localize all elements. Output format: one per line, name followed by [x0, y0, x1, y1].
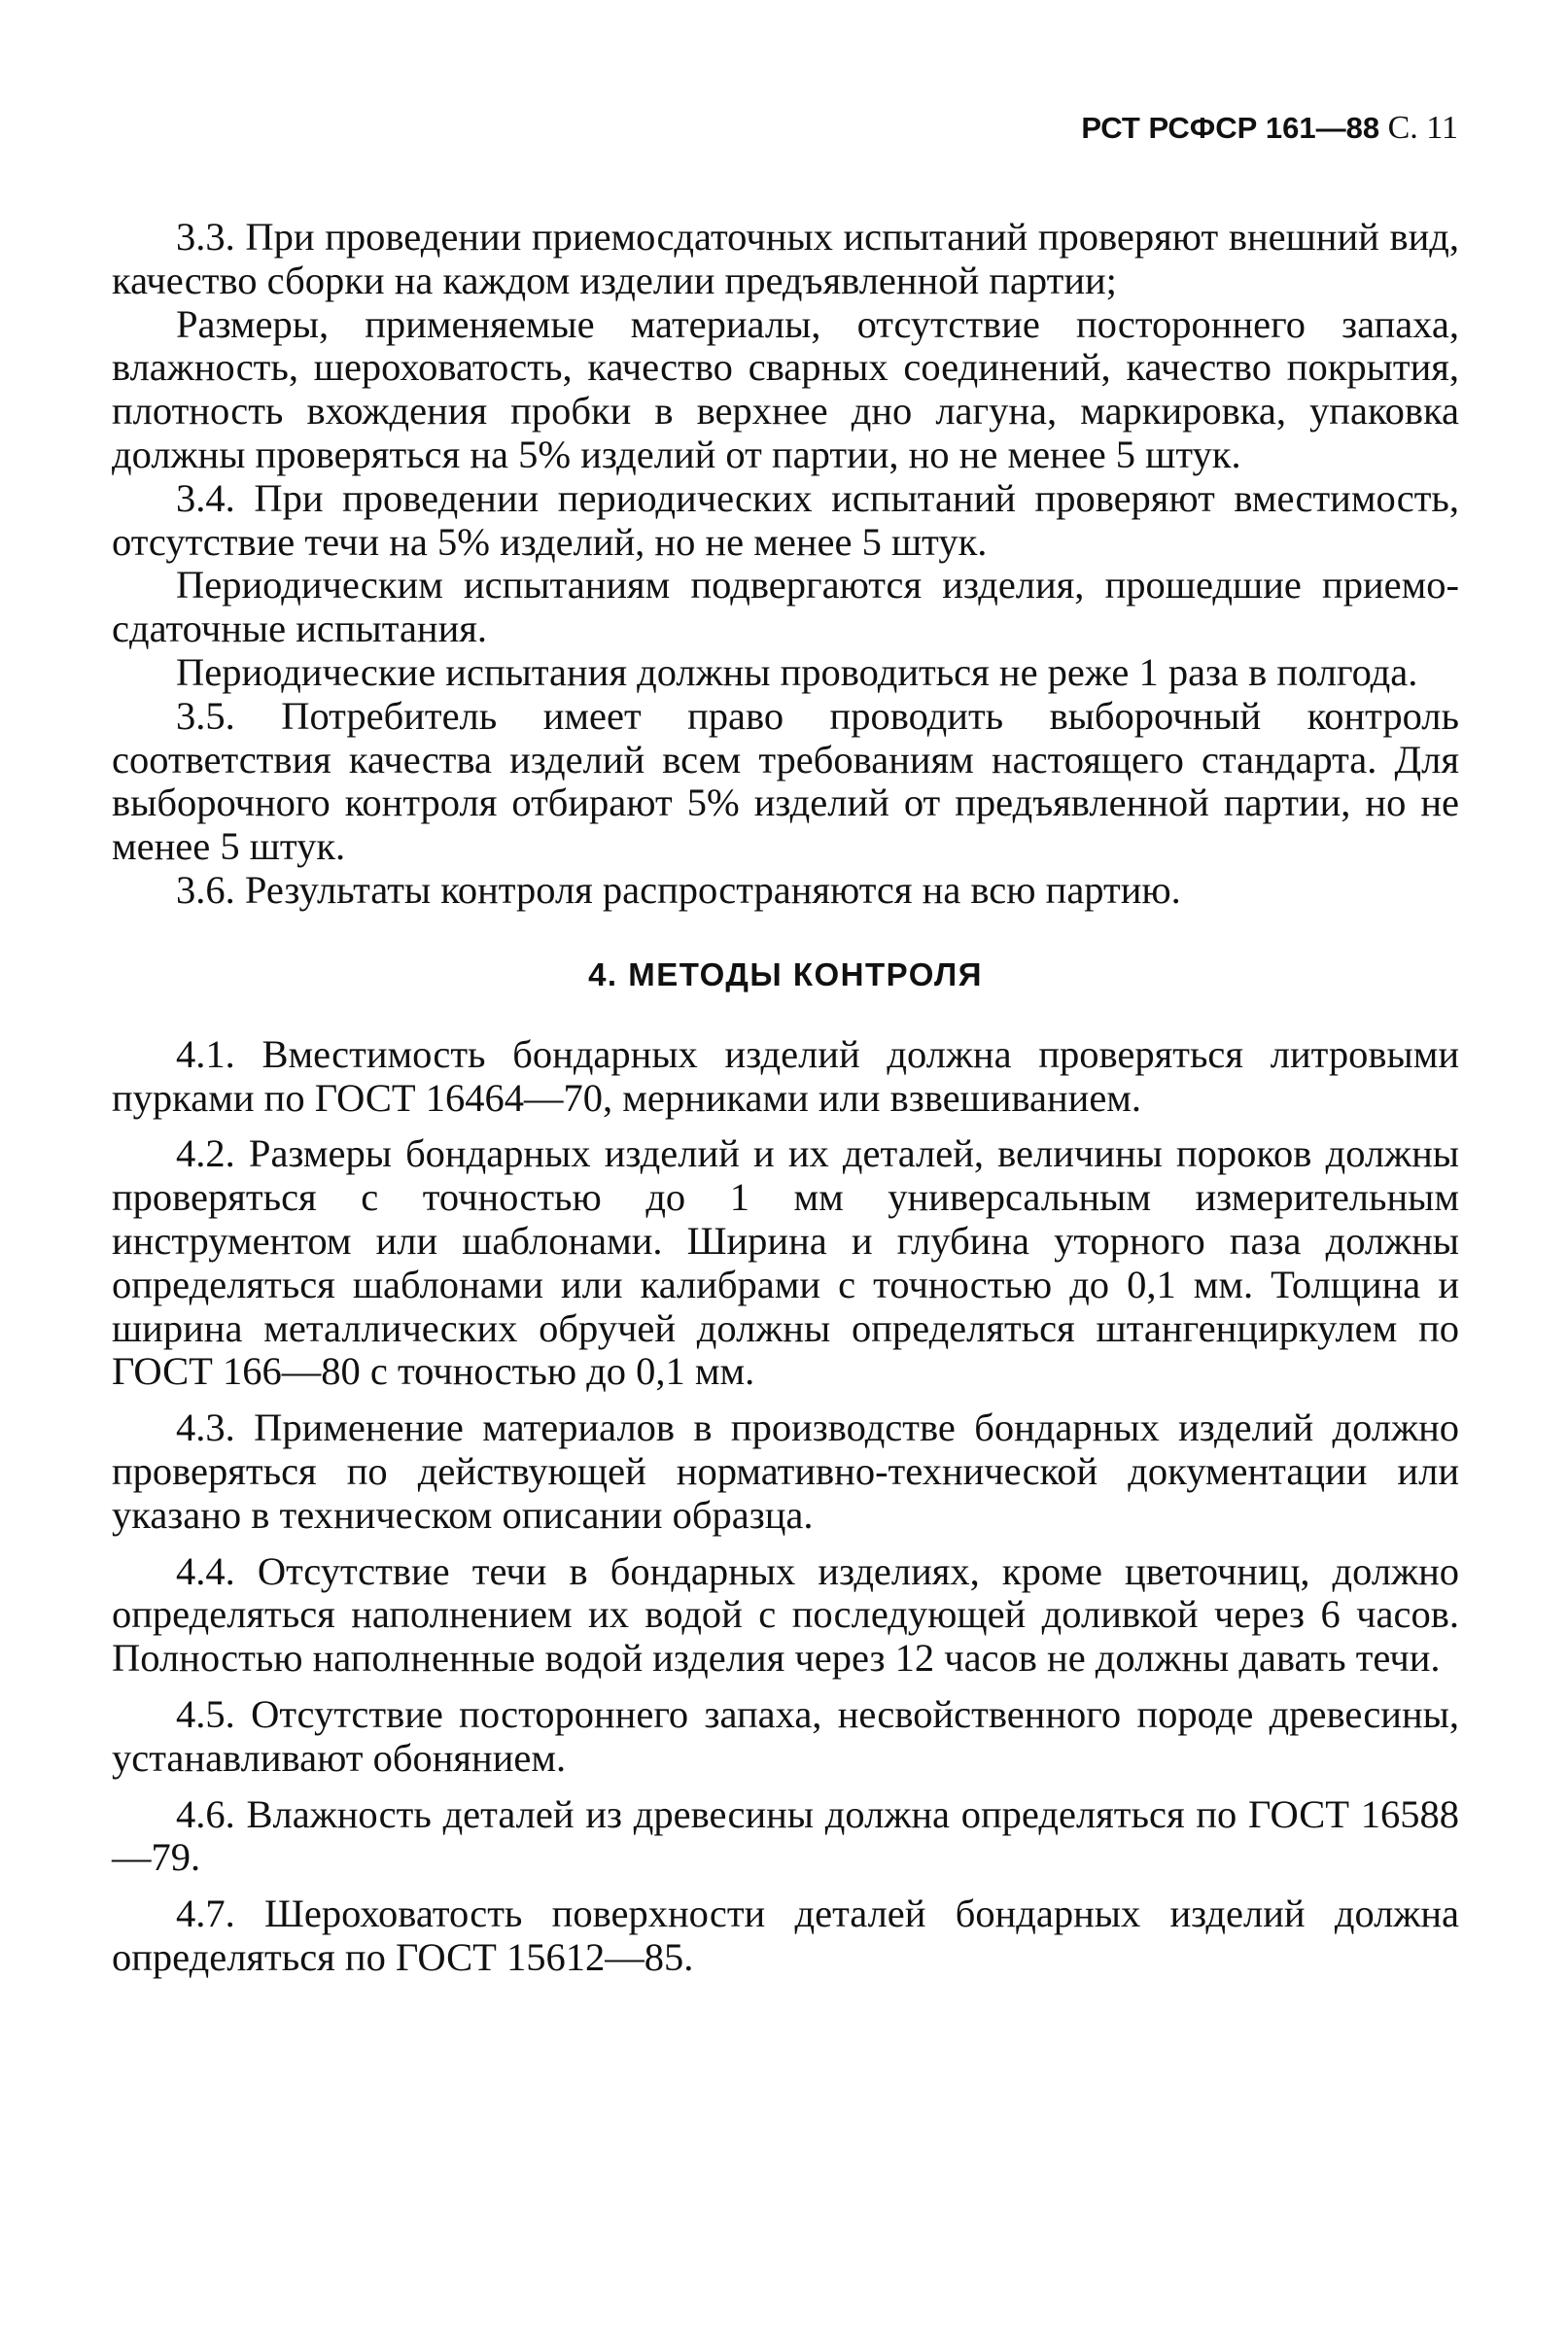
section-heading: 4. МЕТОДЫ КОНТРОЛЯ — [588, 955, 983, 992]
paragraph-4-6: 4.6. Влажность деталей из древесины должна определяться по ГОСТ 16588—79. — [112, 1791, 1459, 1880]
paragraph-3-4-periodic: Периодическим испытаниям подвергаются изделия, прошедшие приемо-сдаточные испытания. — [112, 563, 1459, 651]
paragraph-4-3: 4.3. Применение материалов в производстве бондарных изделий должно проверяться по действующей нормативно-технической документации или указано в техническом описании образца. — [112, 1406, 1459, 1537]
paragraph-3-3-continued: Размеры, применяемые материалы, отсутствие постороннего запаха, влажность, шероховатость, качество сварных соединений, качество покрытия, плотность вхождения пробки в верхнее дно лагуна, маркировка, упаковка должны проверяться на 5% изделий от партии, но не менее 5 штук. — [112, 301, 1459, 476]
paragraph-4-1: 4.1. Вместимость бондарных изделий должна проверяться литровыми пурками по ГОСТ 16464—70, мерниками или взвешиванием. — [112, 1031, 1459, 1120]
document-body — [112, 216, 1459, 1980]
paragraph-4-7: 4.7. Шероховатость поверхности деталей бондарных изделий должна определяться по ГОСТ 15612—85. — [112, 1892, 1459, 1979]
paragraph-3-5: 3.5. Потребитель имеет право проводить выборочный контроль соответствия качества изделий всем требованиям настоящего стандарта. Для выборочного контроля отбирают 5% изделий от предъявленной партии, но не менее 5 штук. — [112, 693, 1459, 869]
paragraph-4-5: 4.5. Отсутствие постороннего запаха, несвойственного породе древесины, устанавливают обонянием. — [112, 1691, 1459, 1780]
page-number: С. 11 — [1387, 110, 1458, 146]
standard-number: РСТ РСФСР 161—88 — [1081, 111, 1380, 145]
paragraph-3-3: 3.3. При проведении приемосдаточных испытаний проверяют внешний вид, качество сборки на каждом изделии предъявленной партии; — [112, 215, 1459, 302]
paragraph-3-6: 3.6. Результаты контроля распространяются на всю партию. — [176, 867, 1181, 912]
paragraph-4-2: 4.2. Размеры бондарных изделий и их деталей, величины пороков должны проверяться с точностью до 1 мм универсальным измерительным инструментом или шаблонами. Ширина и глубина уторного паза должны определяться шаблонами или калибрами с точностью до 0,1 мм. Толщина и ширина металлических обручей должны определяться штангенциркулем по ГОСТ 166—80 с точностью до 0,1 мм. — [112, 1131, 1459, 1394]
paragraph-4-4: 4.4. Отсутствие течи в бондарных изделиях, кроме цветочниц, должно определяться наполнением их водой с последующей доливкой через 6 часов. Полностью наполненные водой изделия через 12 часов не должны давать течи. — [112, 1548, 1459, 1681]
running-header — [1081, 109, 1458, 148]
paragraph-3-4: 3.4. При проведении периодических испытаний проверяют вместимость, отсутствие течи на 5% изделий, но не менее 5 штук. — [112, 475, 1459, 564]
paragraph-3-4-frequency: Периодические испытания должны проводиться не реже 1 раза в полгода. — [176, 649, 1418, 694]
